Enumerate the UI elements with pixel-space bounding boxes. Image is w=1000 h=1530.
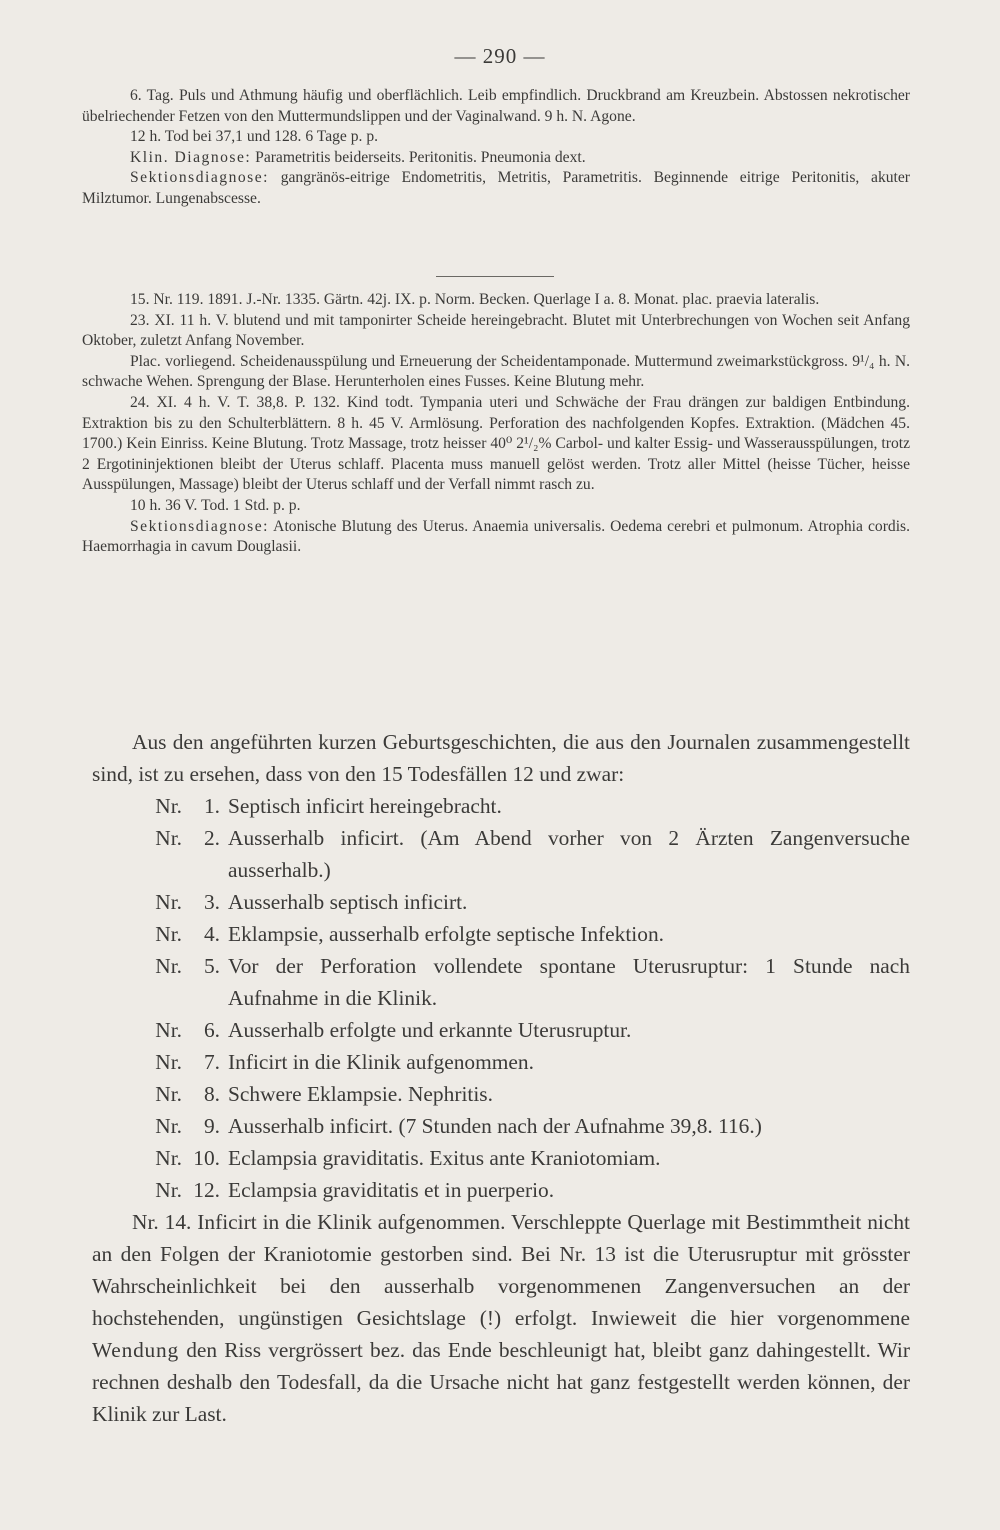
item-nr: Nr. bbox=[155, 890, 182, 914]
spaced-word: Wendung bbox=[92, 1338, 180, 1362]
item-number: 2. bbox=[203, 826, 220, 850]
item-nr: Nr. bbox=[155, 922, 182, 946]
item-number: 6. bbox=[203, 1018, 220, 1042]
item-nr: Nr. bbox=[155, 1018, 182, 1042]
item-text: Eklampsie, ausserhalb erfolgte septische Infektion. bbox=[228, 922, 664, 946]
item-number: 10. bbox=[193, 1146, 220, 1170]
item-number: 3. bbox=[203, 890, 220, 914]
list-item bbox=[92, 1174, 910, 1206]
item-text: Vor der Perforation vollendete spontane Uterusruptur: 1 Stunde nach Aufnahme in die Klinik. bbox=[228, 954, 910, 1010]
paragraph: 24. XI. 4 h. V. T. 38,8. P. 132. Kind todt. Tympania uteri und Schwäche der Frau drängen zur baldigen Entbindung. Extraktion bis zu den Schulterblättern. 8 h. 45 V. Armlösung. Perforation des nachfolgenden Kopfes. Extraktion. (Mädchen 45. 1700.) Kein Einriss. Keine Blutung. Trotz Massage, trotz heisser 40⁰ 2¹/₂% Carbol- und kalter Essig- und Wasserausspülungen, trotz 2 Ergotininjektionen bleibt der Uterus schlaff. Placenta muss manuell gelöst werden. Trotz aller Mittel (heisse Tücher, heisse Ausspülungen, Massage) bleibt der Uterus schlaff und der Verfall nimmt rasch zu. bbox=[82, 393, 910, 494]
sektionsdiagnose bbox=[82, 517, 910, 558]
item-text: Septisch inficirt hereingebracht. bbox=[228, 794, 502, 818]
paragraph: 10 h. 36 V. Tod. 1 Std. p. p. bbox=[130, 496, 301, 514]
summary-intro: Aus den angeführten kurzen Geburtsgeschichten, die aus den Journalen zusammengestellt sind, ist zu ersehen, dass von den 15 Todesfällen 12 und zwar: bbox=[92, 730, 910, 786]
item-number: 1. bbox=[203, 794, 220, 818]
item-nr: Nr. bbox=[155, 794, 182, 818]
sektionsdiagnose bbox=[82, 168, 910, 209]
item-number: 7. bbox=[203, 1050, 220, 1074]
item-number: 8. bbox=[203, 1082, 220, 1106]
paragraph: 12 h. Tod bei 37,1 und 128. 6 Tage p. p. bbox=[130, 128, 379, 146]
death-cases-list bbox=[92, 790, 910, 1206]
list-item bbox=[92, 918, 910, 950]
text: Parametritis beiderseits. Peritonitis. Pneumonia dext. bbox=[251, 148, 586, 166]
item-text: Ausserhalb inficirt. (Am Abend vorher von 2 Ärzten Zangenversuche ausserhalb.) bbox=[228, 826, 910, 882]
item-nr: Nr. bbox=[155, 826, 182, 850]
item-text: Eclampsia graviditatis. Exitus ante Kraniotomiam. bbox=[228, 1146, 661, 1170]
item-number: 9. bbox=[203, 1114, 220, 1138]
list-item bbox=[92, 1142, 910, 1174]
label: Klin. Diagnose: bbox=[130, 148, 252, 166]
item-nr: Nr. bbox=[155, 1050, 182, 1074]
list-item bbox=[92, 1110, 910, 1142]
item-text: Inficirt in die Klinik aufgenommen. bbox=[228, 1050, 534, 1074]
label: Sektionsdiagnose: bbox=[130, 517, 269, 535]
paragraph: Plac. vorliegend. Scheidenausspülung und Erneuerung der Scheidentamponade. Muttermund zweimarkstückgross. 9¹/₄ h. N. schwache Wehen. Sprengung der Blase. Herunterholen eines Fusses. Keine Blutung mehr. bbox=[82, 352, 910, 391]
list-item bbox=[92, 822, 910, 886]
list-item bbox=[92, 1046, 910, 1078]
final-nr: Nr. 14. bbox=[132, 1210, 192, 1234]
item-nr: Nr. bbox=[155, 954, 182, 978]
list-item bbox=[92, 1014, 910, 1046]
text: Atonische Blutung des Uterus. Anaemia universalis. Oedema cerebri et pulmonum. Atrophia cordis. Haemorrhagia in cavum Douglasii. bbox=[82, 517, 910, 556]
item-number: 5. bbox=[203, 954, 220, 978]
paragraph: 6. Tag. Puls und Athmung häufig und oberflächlich. Leib empfindlich. Druckbrand am Kreuzbein. Abstossen nekrotischer übelriechender Fetzen von den Muttermundslippen und der Vaginalwand. 9 h. N. Agone. bbox=[82, 87, 910, 125]
klinische-diagnose bbox=[82, 148, 910, 169]
item-text: Ausserhalb septisch inficirt. bbox=[228, 890, 468, 914]
item-nr: Nr. bbox=[155, 1114, 182, 1138]
item-nr: Nr. bbox=[155, 1082, 182, 1106]
item-text: Schwere Eklampsie. Nephritis. bbox=[228, 1082, 493, 1106]
summary-conclusion bbox=[92, 1206, 910, 1430]
text: gangränös-eitrige Endometritis, Metritis, Parametritis. Beginnende eitrige Peritonitis, akuter Milztumor. Lungenabscesse. bbox=[82, 169, 910, 207]
item-text: Eclampsia graviditatis et in puerperio. bbox=[228, 1178, 555, 1202]
final-text: den Riss vergrössert bez. das Ende beschleunigt hat, bleibt ganz dahingestellt. Wir rechnen deshalb den Todesfall, da die Ursache nicht hat ganz festgestellt werden können, der Klinik zur Last. bbox=[92, 1338, 910, 1426]
list-item bbox=[92, 1078, 910, 1110]
section-divider bbox=[436, 276, 554, 277]
case-14-continuation bbox=[82, 86, 910, 210]
paragraph: 15. Nr. 119. 1891. J.-Nr. 1335. Gärtn. 42j. IX. p. Norm. Becken. Querlage I a. 8. Monat. plac. praevia lateralis. bbox=[130, 291, 820, 308]
item-nr: Nr. bbox=[155, 1178, 182, 1202]
item-number: 4. bbox=[203, 922, 220, 946]
list-item bbox=[92, 950, 910, 1014]
label: Sektionsdiagnose: bbox=[130, 169, 269, 187]
list-item bbox=[92, 790, 910, 822]
item-nr: Nr. bbox=[155, 1146, 182, 1170]
paragraph: 23. XI. 11 h. V. blutend und mit tamponirter Scheide hereingebracht. Blutet mit Unterbrechungen von Wochen seit Anfang Oktober, zuletzt Anfang November. bbox=[82, 311, 910, 350]
case-15 bbox=[82, 290, 910, 558]
item-number: 12. bbox=[193, 1178, 220, 1202]
page-number: — 290 — bbox=[454, 44, 546, 68]
final-text: Inficirt in die Klinik aufgenommen. Verschleppte Querlage mit Bestimmtheit nicht an den Folgen der Kraniotomie gestorben sind. Bei Nr. 13 ist die Uterusruptur mit grösster Wahrscheinlichkeit bei den ausserhalb vorgenommenen Zangenversuchen an der hochstehenden, ungünstigen Gesichtslage (!) erfolgt. Inwieweit die hier vorgenommene bbox=[92, 1210, 911, 1330]
list-item bbox=[92, 886, 910, 918]
item-text: Ausserhalb erfolgte und erkannte Uterusruptur. bbox=[228, 1018, 632, 1042]
item-text: Ausserhalb inficirt. (7 Stunden nach der Aufnahme 39,8. 116.) bbox=[228, 1114, 762, 1138]
summary-section bbox=[92, 726, 910, 1430]
